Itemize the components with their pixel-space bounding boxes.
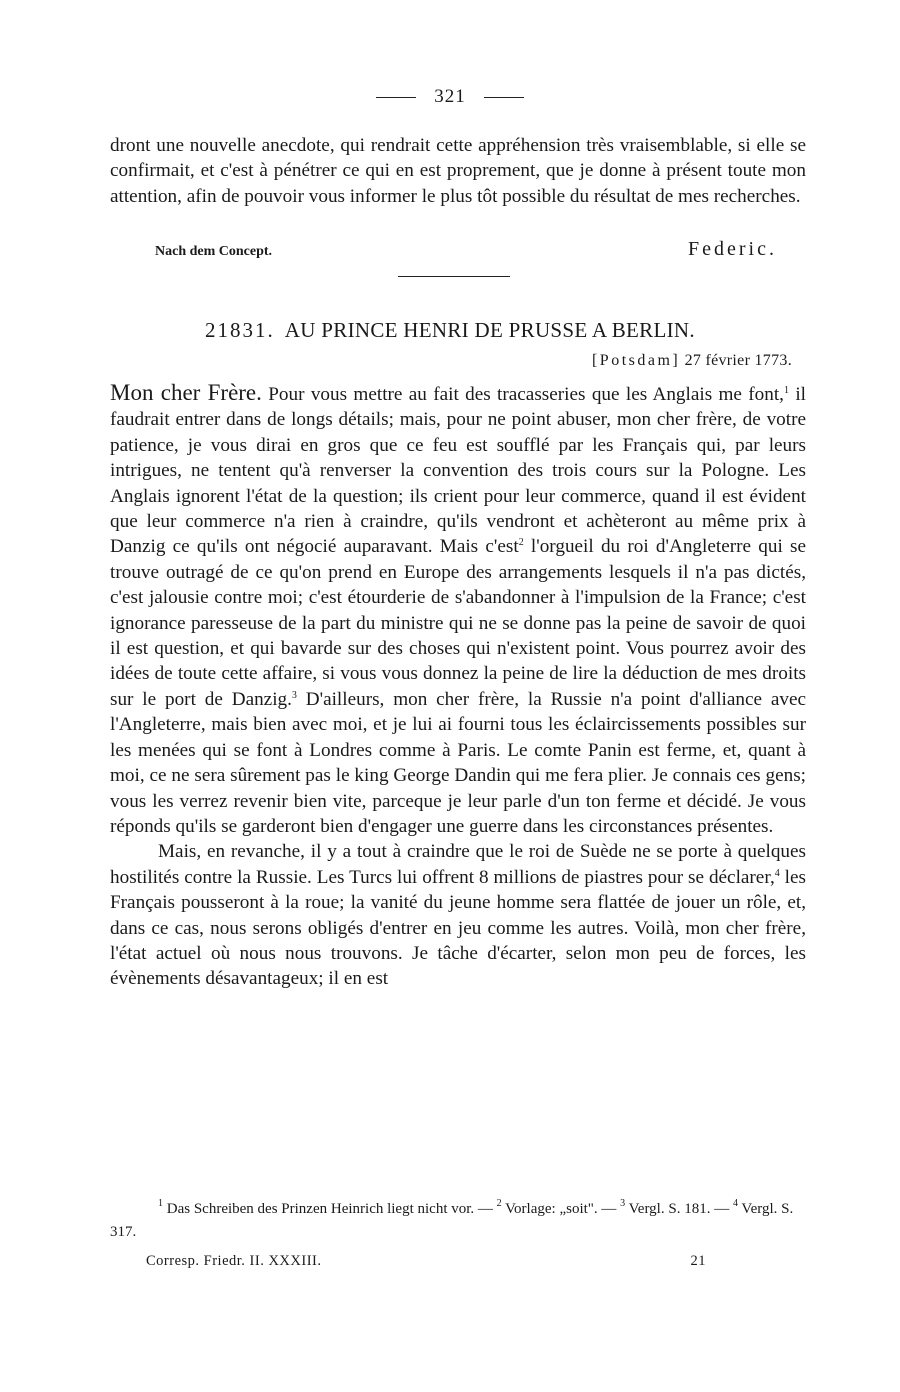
page-number: 321 bbox=[434, 86, 466, 107]
signature-line bbox=[155, 238, 777, 261]
footnote-text-2: Vorlage: „soit". — bbox=[501, 1201, 621, 1217]
letter-addressee: AU PRINCE HENRI DE PRUSSE A BERLIN. bbox=[284, 318, 695, 342]
footnote-number-1: 1 bbox=[158, 1198, 163, 1209]
body-text: Pour vous mettre au fait des tracasseries que les Anglais me font, bbox=[261, 384, 784, 405]
signature-mark: 21 bbox=[690, 1253, 706, 1269]
salutation: Mon cher Frère. bbox=[110, 380, 262, 405]
source-note: Nach dem Concept. bbox=[155, 244, 273, 259]
body-text: l'orgueil du roi d'Angleterre qui se trouve outragé de ce qu'on prend en Europe des arrangements lesquels il n'a pas dictés, c'est jalousie contre moi; c'est étourderie de s'abandonner à l'impulsion de la France; c'est ignorance paresseuse de la part du ministre qui ne se donne pas la peine de savoir de quoi il est question, et qui bavarde sur des choses qui n'existent point. Vous pourrez avoir des idées de toute cette affaire, si vous vous donnez la peine de lire la déduction de mes droits sur le port de Danzig. bbox=[110, 536, 806, 710]
footnote-number-3: 3 bbox=[620, 1198, 626, 1209]
letter-place: [Potsdam] bbox=[591, 352, 681, 369]
collection-title: Corresp. Friedr. II. XXXIII. bbox=[146, 1253, 322, 1269]
footnotes bbox=[110, 1198, 806, 1244]
footnote-text-1: Das Schreiben des Prinzen Heinrich liegt nicht vor. — bbox=[163, 1201, 497, 1217]
continuation-paragraph: dront une nouvelle anecdote, qui rendrait cette appréhension très vraisemblable, si elle se confirmait, et c'est à pénétrer ce qui en est proprement, que je donne à présent toute mon attention, afin de pouvoir vous informer le plus tôt possible du résultat de mes recherches. bbox=[110, 135, 806, 207]
letter-paragraph-1 bbox=[110, 380, 806, 839]
footnote-ref-1[interactable]: 1 bbox=[783, 385, 789, 396]
footnote-number-2: 2 bbox=[496, 1198, 502, 1209]
footnote-ref-3[interactable]: 3 bbox=[291, 689, 297, 701]
letter-paragraph-2 bbox=[110, 839, 806, 991]
letter-date: 27 février 1773. bbox=[684, 352, 792, 369]
footnote-text-4: Vergl. S. 317. bbox=[110, 1201, 794, 1240]
letter-heading bbox=[0, 318, 900, 343]
footnote-number-4: 4 bbox=[732, 1198, 738, 1209]
footnote-text-3: Vergl. S. 181. — bbox=[625, 1201, 733, 1217]
footnote-ref-4[interactable]: 4 bbox=[774, 867, 780, 879]
signature: Federic. bbox=[688, 238, 777, 260]
continuation-text bbox=[110, 133, 806, 209]
body-text: Mais, en revanche, il y a tout à craindre que le roi de Suède ne se porte à quelques hostilités contre la Russie. Les Turcs lui offrent 8 millions de piastres pour se déclarer, bbox=[110, 841, 806, 888]
footnote-line bbox=[110, 1198, 806, 1244]
letter-number: 21831. bbox=[205, 318, 275, 342]
body-text: il faudrait entrer dans de longs détails; mais, pour ne point abuser, mon cher frère, de votre patience, je vous dirai en gros que ce feu est soufflé par les Français qui, par leurs intrigues, ne tentent qu'à renverser la convention des trois cours sur la Pologne. Les Anglais ignorent l'état de la question; ils crient pour leur commerce, quand il est évident que leur commerce n'a rien à craindre, qu'ils vendront et achèteront au même prix à Danzig ce qu'ils ont négocié auparavant. Mais c'est bbox=[110, 384, 806, 558]
body-text: D'ailleurs, mon cher frère, la Russie n'a point d'alliance avec l'Angleterre, mais bien avec moi, et je lui ai fourni tous les éclaircissements possibles sur les menées qui se font à Londres comme à Paris. Le comte Panin est ferme, et, quant à moi, ce ne sera sûrement pas le king George Dandin qui me fera plier. Je connais ces gens; vous les verrez revenir bien vite, parceque je leur parle d'un ton ferme et décidé. Je vous réponds qu'ils se garderont bien d'engager une guerre dans les circonstances présentes. bbox=[110, 688, 806, 837]
letter-body bbox=[110, 380, 806, 992]
page-header bbox=[0, 86, 900, 108]
header-dash-left bbox=[376, 97, 416, 98]
footnote-ref-2[interactable]: 2 bbox=[518, 537, 524, 549]
body-text: les Français pousseront à la roue; la vanité du jeune homme sera flattée de jouer un rôle, et, dans ce cas, nous serons obligés d'entrer en jeu comme les autres. Voilà, mon cher frère, l'état actuel où nous nous trouvons. Je tâche d'écarter, selon mon peu de forces, les évènements désavantageux; il en est bbox=[110, 866, 806, 990]
header-dash-right bbox=[484, 97, 524, 98]
page-footer bbox=[146, 1253, 706, 1270]
section-divider bbox=[398, 276, 510, 277]
letter-dateline bbox=[592, 352, 792, 370]
